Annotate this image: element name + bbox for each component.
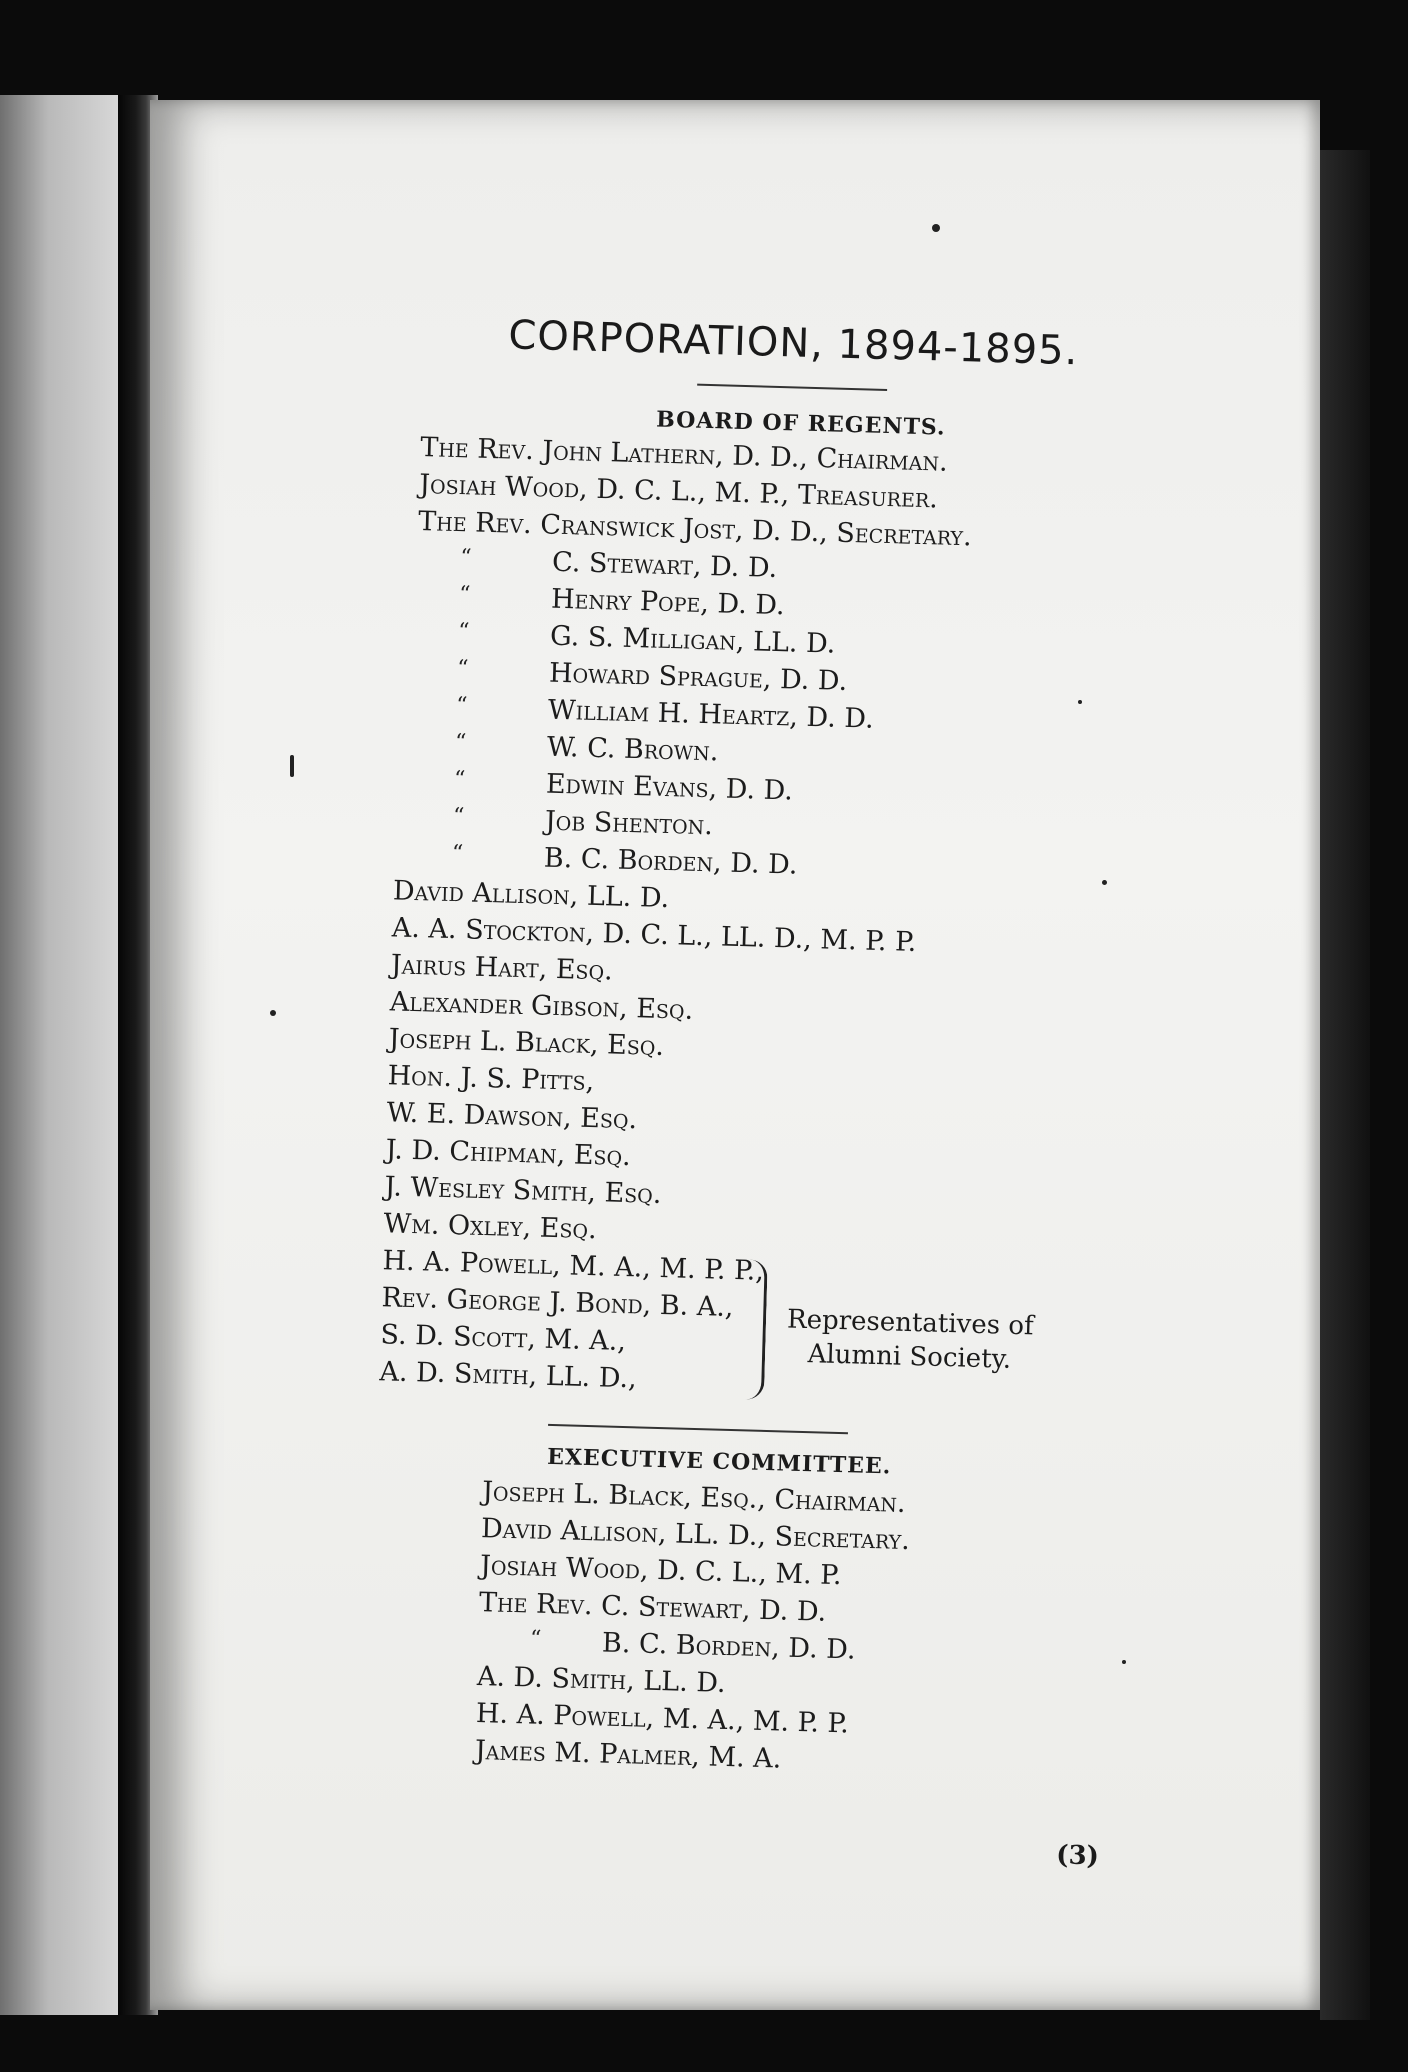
board-member: Rev. George J. Bond, B. A., (381, 1282, 734, 1324)
board-member: Edwin Evans, D. D. (545, 768, 794, 807)
executive-member: B. C. Borden, D. D. (601, 1627, 856, 1666)
executive-member: Joseph L. Black, Esq., Chairman. (481, 1476, 907, 1519)
dust-speck (1078, 700, 1082, 704)
ditto-mark: “ (458, 582, 471, 608)
board-member: David Allison, LL. D. (392, 875, 670, 915)
executive-member: H. A. Powell, M. A., M. P. P. (475, 1698, 850, 1740)
board-member: Job Shenton. (544, 805, 714, 842)
board-member: Joseph L. Black, Esq. (388, 1023, 665, 1063)
board-member: Howard Sprague, D. D. (548, 657, 848, 697)
alumni-note-line: Representatives of (786, 1304, 1035, 1342)
executive-member: James M. Palmer, M. A. (474, 1735, 782, 1775)
page-title: CORPORATION, 1894-1895. (507, 312, 1079, 375)
dust-speck (290, 755, 294, 777)
board-member: A. D. Smith, LL. D., (379, 1356, 638, 1395)
board-member: S. D. Scott, M. A., (380, 1319, 627, 1358)
ditto-mark: “ (451, 841, 464, 867)
board-member: A. A. Stockton, D. C. L., LL. D., M. P. P. (391, 912, 917, 959)
dust-speck (932, 224, 940, 232)
title-rule (697, 384, 887, 391)
board-member: J. Wesley Smith, Esq. (384, 1171, 662, 1210)
dust-speck (1122, 1660, 1126, 1664)
board-member: Alexander Gibson, Esq. (389, 986, 694, 1026)
ditto-mark: “ (452, 804, 465, 830)
board-member: C. Stewart, D. D. (551, 546, 778, 584)
section-rule (548, 1424, 848, 1434)
board-member: Henry Pope, D. D. (550, 583, 786, 622)
dust-speck (1102, 880, 1107, 885)
alumni-note-line: Alumni Society. (807, 1339, 1012, 1375)
ditto-mark: “ (529, 1626, 542, 1652)
ditto-mark: “ (455, 693, 468, 719)
ditto-mark: “ (457, 619, 470, 645)
ditto-mark: “ (454, 730, 467, 756)
executive-member: Josiah Wood, D. C. L., M. P. (479, 1550, 842, 1592)
board-member: W. C. Brown. (546, 731, 719, 768)
board-heading: BOARD OF REGENTS. (655, 406, 947, 441)
board-member: Josiah Wood, D. C. L., M. P., Treasurer. (418, 468, 939, 515)
board-member: J. D. Chipman, Esq. (385, 1134, 632, 1173)
board-member: The Rev. John Lathern, D. D., Chairman. (419, 431, 949, 478)
board-member: William H. Heartz, D. D. (547, 694, 875, 735)
alumni-note (786, 1303, 1034, 1378)
board-member: G. S. Milligan, LL. D. (549, 620, 836, 660)
ditto-mark: “ (456, 656, 469, 682)
ditto-mark: “ (459, 545, 472, 571)
board-member: The Rev. Cranswick Jost, D. D., Secretary. (417, 505, 973, 553)
alumni-brace (739, 1259, 768, 1400)
dust-speck (270, 1010, 276, 1016)
board-member: H. A. Powell, M. A., M. P. P., (382, 1245, 765, 1287)
board-member: W. E. Dawson, Esq. (386, 1097, 638, 1136)
ditto-mark: “ (453, 767, 466, 793)
board-member: Jairus Hart, Esq. (390, 949, 614, 987)
board-member: Wm. Oxley, Esq. (383, 1208, 598, 1246)
executive-member: The Rev. C. Stewart, D. D. (478, 1587, 827, 1628)
board-member: B. C. Borden, D. D. (543, 842, 798, 881)
executive-heading: EXECUTIVE COMMITTEE. (546, 1443, 892, 1480)
page-number: (3) (1055, 1840, 1100, 1872)
board-member: Hon. J. S. Pitts, (387, 1060, 595, 1098)
executive-member: A. D. Smith, LL. D. (476, 1661, 727, 1699)
executive-member: David Allison, LL. D., Secretary. (480, 1513, 911, 1557)
